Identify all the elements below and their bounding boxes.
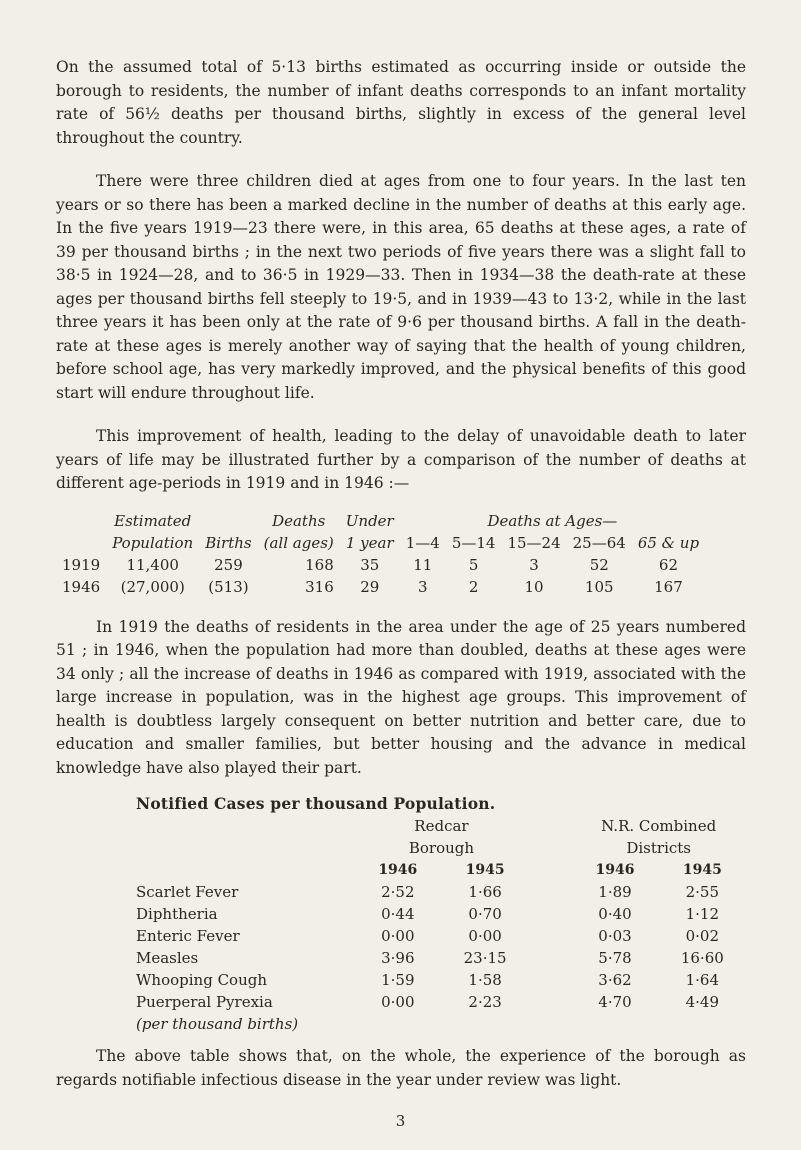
paragraph-infant-mortality: On the assumed total of 5·13 births estimated as occurring inside or outside the borough to residents, the number of infant deaths corresponds to an infant mortality rate of 56½ deaths per thousand births, slightly in excess of the general level throughout the country. [56, 58, 746, 147]
header-population: Population [112, 533, 194, 552]
cell-disease: Whooping Cough [136, 971, 268, 989]
cell-nr-1946: 1·89 [598, 883, 632, 901]
cell-nr-1945: 4·49 [685, 993, 720, 1011]
header-year: 1946 [595, 862, 635, 878]
header-25-64: 25—64 [572, 533, 626, 552]
cell-15-24: 3 [529, 555, 539, 574]
cell-nr-1945: 0·02 [685, 927, 720, 945]
cell-65-up: 167 [654, 577, 683, 596]
cell-nr-1946: 0·40 [598, 905, 632, 923]
cell-redcar-1945: 23·15 [463, 949, 507, 967]
cell-disease: Diphtheria [136, 905, 218, 923]
header-under: Under [345, 511, 394, 530]
cell-nr-1945: 1·64 [685, 971, 720, 989]
cell-65-up: 62 [658, 555, 678, 574]
table-header-row [56, 837, 746, 859]
cell-1-4: 3 [417, 577, 428, 596]
page-number: 3 [395, 1112, 406, 1130]
cell-nr-1946: 5·78 [598, 949, 632, 967]
cell-5-14: 2 [468, 577, 479, 596]
header-1-4: 1—4 [405, 533, 440, 552]
cell-redcar-1945: 2·23 [468, 993, 502, 1011]
table-header-row [56, 532, 705, 554]
cell-nr-1945: 16·60 [680, 949, 724, 967]
cell-redcar-1946: 3·96 [381, 949, 415, 967]
header-5-14: 5—14 [451, 533, 496, 552]
table-note: (per thousand births) [136, 1015, 299, 1033]
paragraph-conclusion: The above table shows that, on the whole, the experience of the borough as regards notifiable infectious disease in the year under review was light. [56, 1047, 746, 1089]
cell-births: (513) [208, 577, 249, 596]
table-row [56, 947, 746, 969]
page-body [56, 56, 746, 1092]
header-year: 1946 [378, 862, 418, 878]
paragraph-deaths-discussion: In 1919 the deaths of residents in the area under the age of 25 years numbered 51 ; in 1946, when the population had more than doubled, deaths at these ages were 34 only ; all the increase of deaths in 1946 as compared with 1919, associated with the large increase in population, was in the highest age groups. This improvement of health is doubtless largely consequent on better nutrition and better care, due to education and smaller families, but better housing and the advance in medical knowledge have also played their part. [56, 617, 746, 777]
table-row [56, 903, 746, 925]
table-row [56, 991, 746, 1013]
cell-redcar-1946: 1·59 [381, 971, 415, 989]
header-all-ages: (all ages) [263, 533, 334, 552]
cell-5-14: 5 [468, 555, 479, 574]
header-year: 1945 [465, 862, 505, 878]
cell-redcar-1946: 0·00 [381, 927, 415, 945]
cell-redcar-1946: 0·44 [381, 905, 415, 923]
cell-nr-1946: 3·62 [598, 971, 632, 989]
header-65-up: 65 & up [637, 533, 700, 552]
cell-year: 1946 [62, 577, 101, 596]
header-15-24: 15—24 [507, 533, 561, 552]
cell-deaths: 316 [305, 577, 334, 596]
table-header-row [56, 815, 746, 837]
header-year: 1945 [682, 862, 722, 878]
cell-year: 1919 [62, 555, 101, 574]
cell-1-4: 11 [413, 555, 433, 574]
header-deaths-at-ages: Deaths at Ages— [487, 511, 618, 530]
table-row [56, 969, 746, 991]
cell-redcar-1946: 2·52 [381, 883, 415, 901]
header-borough: Borough [408, 839, 475, 857]
cell-nr-1946: 4·70 [598, 993, 632, 1011]
header-estimated: Estimated [114, 511, 192, 530]
cell-disease: Measles [136, 949, 199, 967]
cell-population: (27,000) [120, 577, 185, 596]
table-note-row [56, 1013, 746, 1035]
notified-cases-table [56, 815, 746, 1035]
header-nr-combined: N.R. Combined [601, 817, 717, 835]
cell-15-24: 10 [524, 577, 544, 596]
cell-under1: 29 [360, 577, 380, 596]
cell-nr-1946: 0·03 [598, 927, 632, 945]
table-row [56, 554, 705, 576]
header-births: Births [205, 533, 252, 552]
cell-disease: Enteric Fever [136, 927, 240, 945]
cell-redcar-1945: 0·00 [468, 927, 502, 945]
cell-births: 259 [214, 555, 243, 574]
cell-disease: Puerperal Pyrexia [136, 993, 273, 1011]
cell-population: 11,400 [126, 555, 179, 574]
table-header-row [56, 510, 705, 532]
table-row [56, 925, 746, 947]
cell-disease: Scarlet Fever [136, 883, 239, 901]
cell-nr-1945: 1·12 [685, 905, 720, 923]
header-districts: Districts [626, 839, 691, 857]
cell-redcar-1945: 0·70 [468, 905, 502, 923]
paragraph-child-deaths: There were three children died at ages from one to four years. In the last ten years or so there has been a marked decline in the number of deaths at this early age. In the five years 1919—23 there were, in this area, 65 deaths at these ages, a rate of 39 per thousand births ; in the next two periods of five years there was a slight fall to 38·5 in 1924—28, and to 36·5 in 1929—33. Then in 1934—38 the death-rate at these ages per thousand births fell steeply to 19·5, and in 1939—43 to 13·2, while in the last three years it has been only at the rate of 9·6 per thousand births. A fall in the death-rate at these ages is merely another way of saying that the health of young children, before school age, has very markedly improved, and the physical benefits of this good start will endure throughout life. [56, 172, 746, 402]
header-redcar: Redcar [414, 817, 469, 835]
table-row [56, 576, 705, 598]
table-row [56, 881, 746, 903]
cell-redcar-1945: 1·66 [468, 883, 502, 901]
deaths-by-age-table [56, 510, 705, 598]
cell-under1: 35 [360, 555, 380, 574]
cell-deaths: 168 [305, 555, 334, 574]
cell-25-64: 105 [584, 577, 614, 596]
cell-redcar-1945: 1·58 [468, 971, 502, 989]
paragraph-comparison-intro: This improvement of health, leading to the delay of unavoidable death to later years of life may be illustrated further by a comparison of the number of deaths at different age-periods in 1919 and in 1946 :— [56, 427, 746, 492]
header-1year: 1 year [345, 533, 394, 552]
header-deaths: Deaths [272, 511, 326, 530]
cell-redcar-1946: 0·00 [381, 993, 415, 1011]
cell-25-64: 52 [589, 555, 609, 574]
table-header-row [56, 859, 746, 881]
notified-table-title: Notified Cases per thousand Population. [136, 794, 496, 813]
cell-nr-1945: 2·55 [685, 883, 720, 901]
